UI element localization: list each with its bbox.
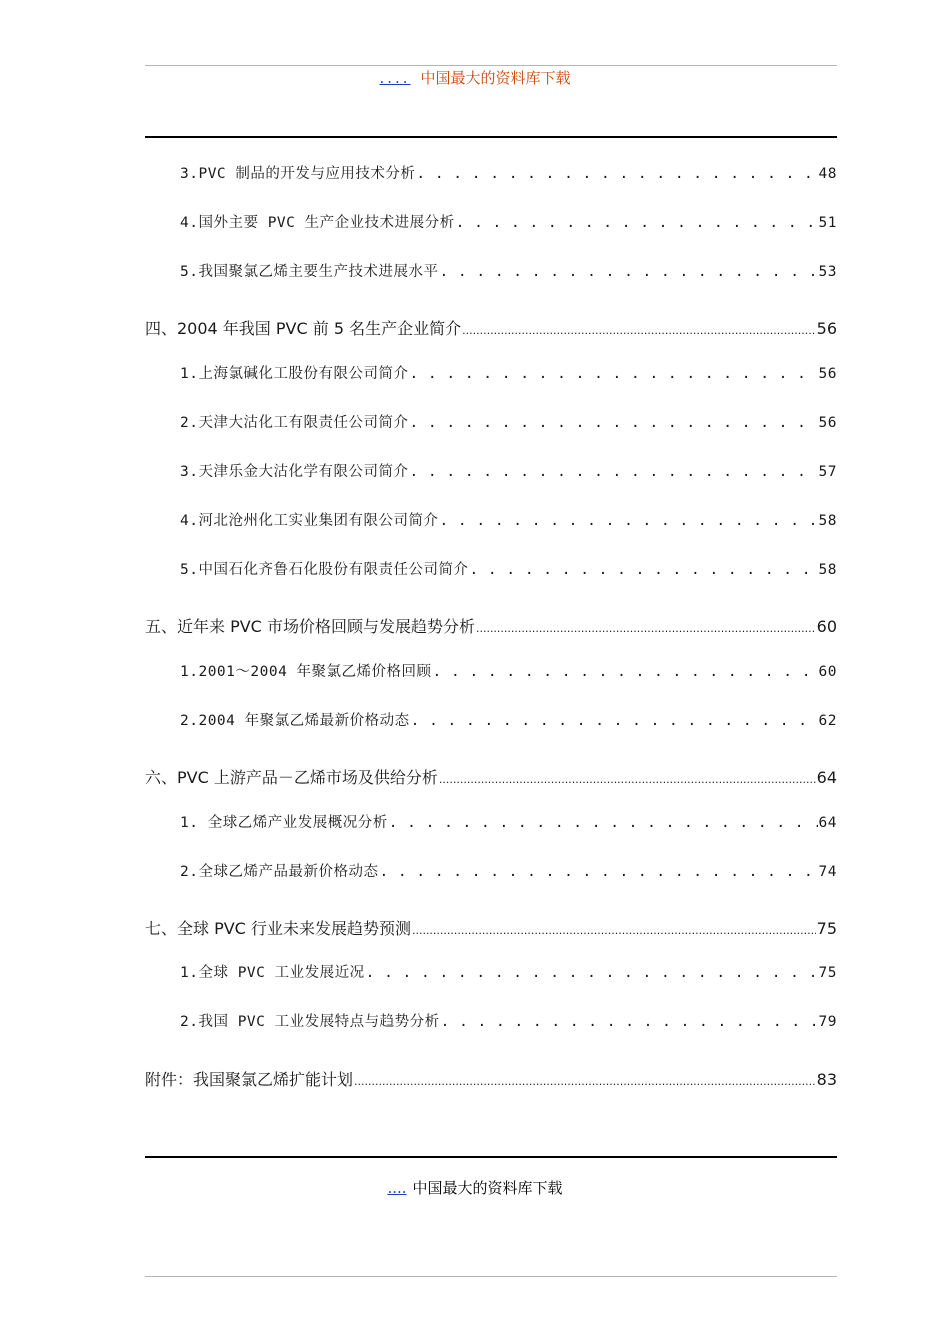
toc-entry[interactable] <box>180 411 837 432</box>
footer-top-rule <box>145 1156 837 1158</box>
toc-section-text: 附件：我国聚氯乙烯扩能计划 <box>145 1070 354 1089</box>
toc-entry[interactable] <box>180 860 837 881</box>
toc-page-number: 79 <box>818 1014 837 1030</box>
toc-page-number: 83 <box>816 1070 837 1089</box>
toc-page-number: 58 <box>818 562 837 578</box>
toc-leader <box>411 713 818 729</box>
toc-entry-text: 2.天津大沽化工有限责任公司简介 <box>180 415 409 431</box>
toc-page-number: 57 <box>818 464 837 480</box>
toc-page-number: 60 <box>818 664 837 680</box>
toc-section[interactable] <box>145 614 837 637</box>
toc-entry-text: 5.中国石化齐鲁石化股份有限责任公司简介 <box>180 562 469 578</box>
toc-leader <box>409 415 817 431</box>
toc-page-number: 75 <box>818 965 837 981</box>
toc-page-number: 64 <box>816 768 837 787</box>
toc-entry-text: 1.全球 PVC 工业发展近况 <box>180 965 365 981</box>
toc-leader <box>389 815 818 831</box>
toc-page-number: 74 <box>818 864 837 880</box>
toc-page-number: 64 <box>818 815 837 831</box>
toc-section-text: 七、全球 PVC 行业未来发展趋势预测 <box>145 919 411 938</box>
header-title: 中国最大的资料库下载 <box>420 69 571 87</box>
toc-entry-text: 1.上海氯碱化工股份有限公司简介 <box>180 366 409 382</box>
toc-page-number: 51 <box>818 215 837 231</box>
toc-leader <box>469 562 817 578</box>
toc-entry-text: 1.2001～2004 年聚氯乙烯价格回顾 <box>180 664 432 680</box>
toc-section-text: 四、2004 年我国 PVC 前 5 名生产企业简介 <box>145 319 462 338</box>
toc-entry-text: 2.全球乙烯产品最新价格动态 <box>180 864 379 880</box>
toc-leader <box>412 924 816 937</box>
toc-entry[interactable] <box>180 162 837 183</box>
toc-leader <box>416 166 817 182</box>
toc-entry[interactable] <box>180 509 837 530</box>
toc-page-number: 58 <box>818 513 837 529</box>
toc-entry[interactable] <box>180 362 837 383</box>
toc-entry[interactable] <box>180 811 837 832</box>
toc-leader <box>456 215 818 231</box>
toc-leader <box>439 513 817 529</box>
toc-entry[interactable] <box>180 460 837 481</box>
toc-page-number: 53 <box>818 264 837 280</box>
toc-page-number: 62 <box>818 713 837 729</box>
toc-entry[interactable] <box>180 1010 837 1031</box>
toc-page-number: 56 <box>818 366 837 382</box>
toc-entry[interactable] <box>180 211 837 232</box>
toc-page-number: 75 <box>816 919 837 938</box>
toc-entry-text: 3.PVC 制品的开发与应用技术分析 <box>180 166 416 182</box>
toc-leader <box>439 773 816 786</box>
toc-entry-text: 5.我国聚氯乙烯主要生产技术进展水平 <box>180 264 439 280</box>
toc-section[interactable] <box>145 1067 837 1090</box>
page-footer <box>0 1177 950 1198</box>
footer-bottom-rule <box>145 1276 837 1277</box>
page-header <box>0 67 950 88</box>
toc-entry[interactable] <box>180 709 837 730</box>
toc-entry[interactable] <box>180 260 837 281</box>
toc-entry[interactable] <box>180 660 837 681</box>
toc-entry-text: 2.2004 年聚氯乙烯最新价格动态 <box>180 713 410 729</box>
toc-leader <box>476 622 816 635</box>
toc-leader <box>433 664 818 680</box>
toc-entry-text: 1. 全球乙烯产业发展概况分析 <box>180 815 388 831</box>
toc-leader <box>354 1075 816 1088</box>
toc-section-text: 五、近年来 PVC 市场价格回顾与发展趋势分析 <box>145 617 475 636</box>
header-link[interactable]: .... <box>379 69 411 87</box>
toc-leader <box>366 965 818 981</box>
toc-leader <box>409 366 817 382</box>
toc-section[interactable] <box>145 916 837 939</box>
toc-entry-text: 4.国外主要 PVC 生产企业技术进展分析 <box>180 215 455 231</box>
toc-leader <box>441 1014 818 1030</box>
toc-entry[interactable] <box>180 961 837 982</box>
toc-section[interactable] <box>145 316 837 339</box>
toc-entry-text: 2.我国 PVC 工业发展特点与趋势分析 <box>180 1014 440 1030</box>
toc-leader <box>462 324 816 337</box>
header-top-rule <box>145 65 837 66</box>
toc-page-number: 48 <box>818 166 837 182</box>
toc-entry-text: 3.天津乐金大沽化学有限公司简介 <box>180 464 409 480</box>
toc-leader <box>379 864 817 880</box>
toc-page-number: 56 <box>816 319 837 338</box>
toc-entry-text: 4.河北沧州化工实业集团有限公司简介 <box>180 513 439 529</box>
toc-page-number: 56 <box>818 415 837 431</box>
footer-link[interactable]: .... <box>387 1179 407 1197</box>
footer-title: 中国最大的资料库下载 <box>412 1179 563 1197</box>
toc-entry[interactable] <box>180 558 837 579</box>
toc-section-text: 六、PVC 上游产品－乙烯市场及供给分析 <box>145 768 438 787</box>
toc-leader <box>409 464 817 480</box>
header-bottom-rule <box>145 136 837 138</box>
toc-section[interactable] <box>145 765 837 788</box>
toc-leader <box>439 264 817 280</box>
toc-page-number: 60 <box>816 617 837 636</box>
